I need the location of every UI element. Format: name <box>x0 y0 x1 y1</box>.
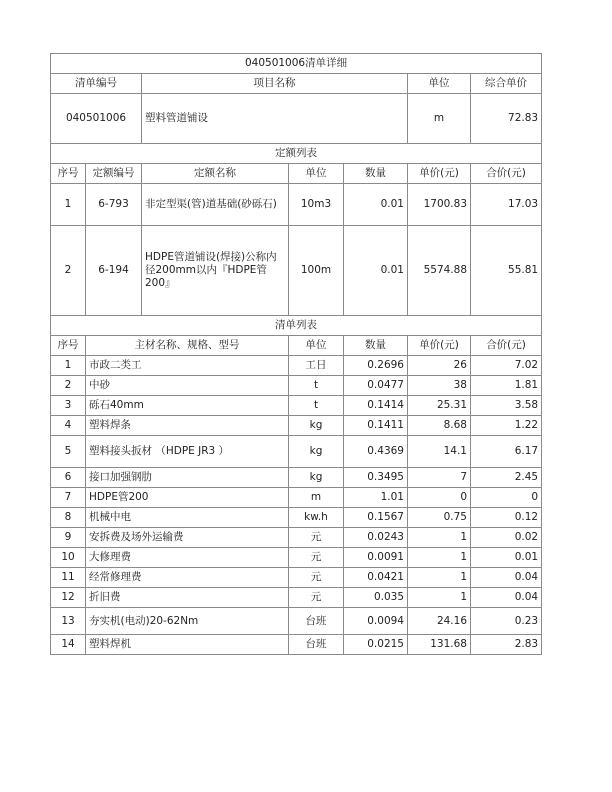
detail-table <box>50 53 542 655</box>
list-no: 4 <box>51 416 86 436</box>
table-row <box>51 568 542 588</box>
quota-col-code: 定额编号 <box>86 164 142 184</box>
quota-col-unit: 单位 <box>289 164 344 184</box>
quota-unit: 10m3 <box>289 184 344 226</box>
list-total: 0.04 <box>471 588 542 608</box>
quota-col-no: 序号 <box>51 164 86 184</box>
list-qty: 0.1567 <box>344 508 408 528</box>
list-qty: 0.4369 <box>344 436 408 468</box>
item-name: 塑料管道铺设 <box>142 94 408 144</box>
list-no: 8 <box>51 508 86 528</box>
price-header: 综合单价 <box>471 74 542 94</box>
list-no: 3 <box>51 396 86 416</box>
list-no: 6 <box>51 468 86 488</box>
list-total: 6.17 <box>471 436 542 468</box>
list-no: 13 <box>51 608 86 635</box>
list-name: 塑料接头扳材 （HDPE JR3 ） <box>86 436 289 468</box>
quota-col-total: 合价(元) <box>471 164 542 184</box>
list-qty: 0.0477 <box>344 376 408 396</box>
list-no: 14 <box>51 635 86 655</box>
table-row <box>51 635 542 655</box>
unit-header: 单位 <box>408 74 471 94</box>
list-no: 1 <box>51 356 86 376</box>
table-row <box>51 436 542 468</box>
table-row <box>51 528 542 548</box>
list-total: 7.02 <box>471 356 542 376</box>
quota-qty: 0.01 <box>344 184 408 226</box>
list-price: 26 <box>408 356 471 376</box>
quota-qty: 0.01 <box>344 226 408 316</box>
quota-no: 1 <box>51 184 86 226</box>
quota-no: 2 <box>51 226 86 316</box>
list-header-row <box>51 336 542 356</box>
list-qty: 0.1411 <box>344 416 408 436</box>
quota-row <box>51 184 542 226</box>
quota-header-row <box>51 164 542 184</box>
list-qty: 0.0243 <box>344 528 408 548</box>
quota-col-price: 单价(元) <box>408 164 471 184</box>
list-price: 25.31 <box>408 396 471 416</box>
list-qty: 0.0094 <box>344 608 408 635</box>
list-name: 夯实机(电动)20-62Nm <box>86 608 289 635</box>
list-total: 0.02 <box>471 528 542 548</box>
list-name: 折旧费 <box>86 588 289 608</box>
list-total: 0 <box>471 488 542 508</box>
list-col-total: 合价(元) <box>471 336 542 356</box>
quota-row <box>51 226 542 316</box>
list-unit: kw.h <box>289 508 344 528</box>
quota-col-qty: 数量 <box>344 164 408 184</box>
list-name: HDPE管200 <box>86 488 289 508</box>
quota-code: 6-194 <box>86 226 142 316</box>
table-row <box>51 396 542 416</box>
list-name: 大修理费 <box>86 548 289 568</box>
list-no: 2 <box>51 376 86 396</box>
list-unit: t <box>289 376 344 396</box>
quota-total: 17.03 <box>471 184 542 226</box>
list-price: 24.16 <box>408 608 471 635</box>
list-qty: 1.01 <box>344 488 408 508</box>
list-total: 0.23 <box>471 608 542 635</box>
list-col-unit: 单位 <box>289 336 344 356</box>
list-name: 砾石40mm <box>86 396 289 416</box>
list-total: 2.45 <box>471 468 542 488</box>
list-name: 安拆费及场外运输费 <box>86 528 289 548</box>
name-header: 项目名称 <box>142 74 408 94</box>
item-code: 040501006 <box>51 94 142 144</box>
table-row <box>51 488 542 508</box>
list-no: 11 <box>51 568 86 588</box>
list-name: 机械中电 <box>86 508 289 528</box>
list-no: 9 <box>51 528 86 548</box>
header-row <box>51 74 542 94</box>
item-price: 72.83 <box>471 94 542 144</box>
table-row <box>51 468 542 488</box>
table-row <box>51 548 542 568</box>
list-qty: 0.0215 <box>344 635 408 655</box>
list-price: 131.68 <box>408 635 471 655</box>
list-name: 市政二类工 <box>86 356 289 376</box>
table-row <box>51 588 542 608</box>
table-row <box>51 416 542 436</box>
list-price: 0 <box>408 488 471 508</box>
list-col-name: 主材名称、规格、型号 <box>86 336 289 356</box>
list-unit: kg <box>289 436 344 468</box>
list-name: 经常修理费 <box>86 568 289 588</box>
list-price: 38 <box>408 376 471 396</box>
list-col-no: 序号 <box>51 336 86 356</box>
list-unit: 元 <box>289 588 344 608</box>
list-total: 3.58 <box>471 396 542 416</box>
list-no: 12 <box>51 588 86 608</box>
code-header: 清单编号 <box>51 74 142 94</box>
list-col-qty: 数量 <box>344 336 408 356</box>
quota-section-title: 定额列表 <box>51 144 542 164</box>
list-total: 1.22 <box>471 416 542 436</box>
list-qty: 0.0091 <box>344 548 408 568</box>
table-title: 040501006清单详细 <box>51 54 542 74</box>
list-qty: 0.3495 <box>344 468 408 488</box>
table-row <box>51 608 542 635</box>
list-price: 1 <box>408 528 471 548</box>
list-unit: t <box>289 396 344 416</box>
list-price: 1 <box>408 588 471 608</box>
list-no: 5 <box>51 436 86 468</box>
list-total: 1.81 <box>471 376 542 396</box>
quota-total: 55.81 <box>471 226 542 316</box>
list-unit: 台班 <box>289 608 344 635</box>
list-qty: 0.2696 <box>344 356 408 376</box>
list-total: 2.83 <box>471 635 542 655</box>
list-qty: 0.1414 <box>344 396 408 416</box>
item-row <box>51 94 542 144</box>
quota-section-row <box>51 144 542 164</box>
list-no: 10 <box>51 548 86 568</box>
list-unit: 台班 <box>289 635 344 655</box>
list-price: 14.1 <box>408 436 471 468</box>
list-price: 0.75 <box>408 508 471 528</box>
quota-name: 非定型渠(管)道基础(砂砾石) <box>142 184 289 226</box>
quota-unit: 100m <box>289 226 344 316</box>
list-unit: 元 <box>289 528 344 548</box>
list-name: 接口加强钢肋 <box>86 468 289 488</box>
list-price: 1 <box>408 548 471 568</box>
list-unit: 元 <box>289 548 344 568</box>
list-name: 中砂 <box>86 376 289 396</box>
table-row <box>51 376 542 396</box>
list-col-price: 单价(元) <box>408 336 471 356</box>
list-price: 8.68 <box>408 416 471 436</box>
item-unit: m <box>408 94 471 144</box>
quota-price: 5574.88 <box>408 226 471 316</box>
list-unit: kg <box>289 468 344 488</box>
table-row <box>51 508 542 528</box>
list-unit: m <box>289 488 344 508</box>
list-section-title: 清单列表 <box>51 316 542 336</box>
quota-col-name: 定额名称 <box>142 164 289 184</box>
table-row <box>51 356 542 376</box>
list-total: 0.01 <box>471 548 542 568</box>
list-name: 塑料焊机 <box>86 635 289 655</box>
list-unit: kg <box>289 416 344 436</box>
quota-name: HDPE管道铺设(焊接)公称内径200mm以内『HDPE管200』 <box>142 226 289 316</box>
list-price: 1 <box>408 568 471 588</box>
list-total: 0.12 <box>471 508 542 528</box>
quota-price: 1700.83 <box>408 184 471 226</box>
list-qty: 0.035 <box>344 588 408 608</box>
list-no: 7 <box>51 488 86 508</box>
quota-code: 6-793 <box>86 184 142 226</box>
list-name: 塑料焊条 <box>86 416 289 436</box>
list-total: 0.04 <box>471 568 542 588</box>
list-unit: 工日 <box>289 356 344 376</box>
list-qty: 0.0421 <box>344 568 408 588</box>
list-unit: 元 <box>289 568 344 588</box>
title-row <box>51 54 542 74</box>
list-price: 7 <box>408 468 471 488</box>
list-section-row <box>51 316 542 336</box>
